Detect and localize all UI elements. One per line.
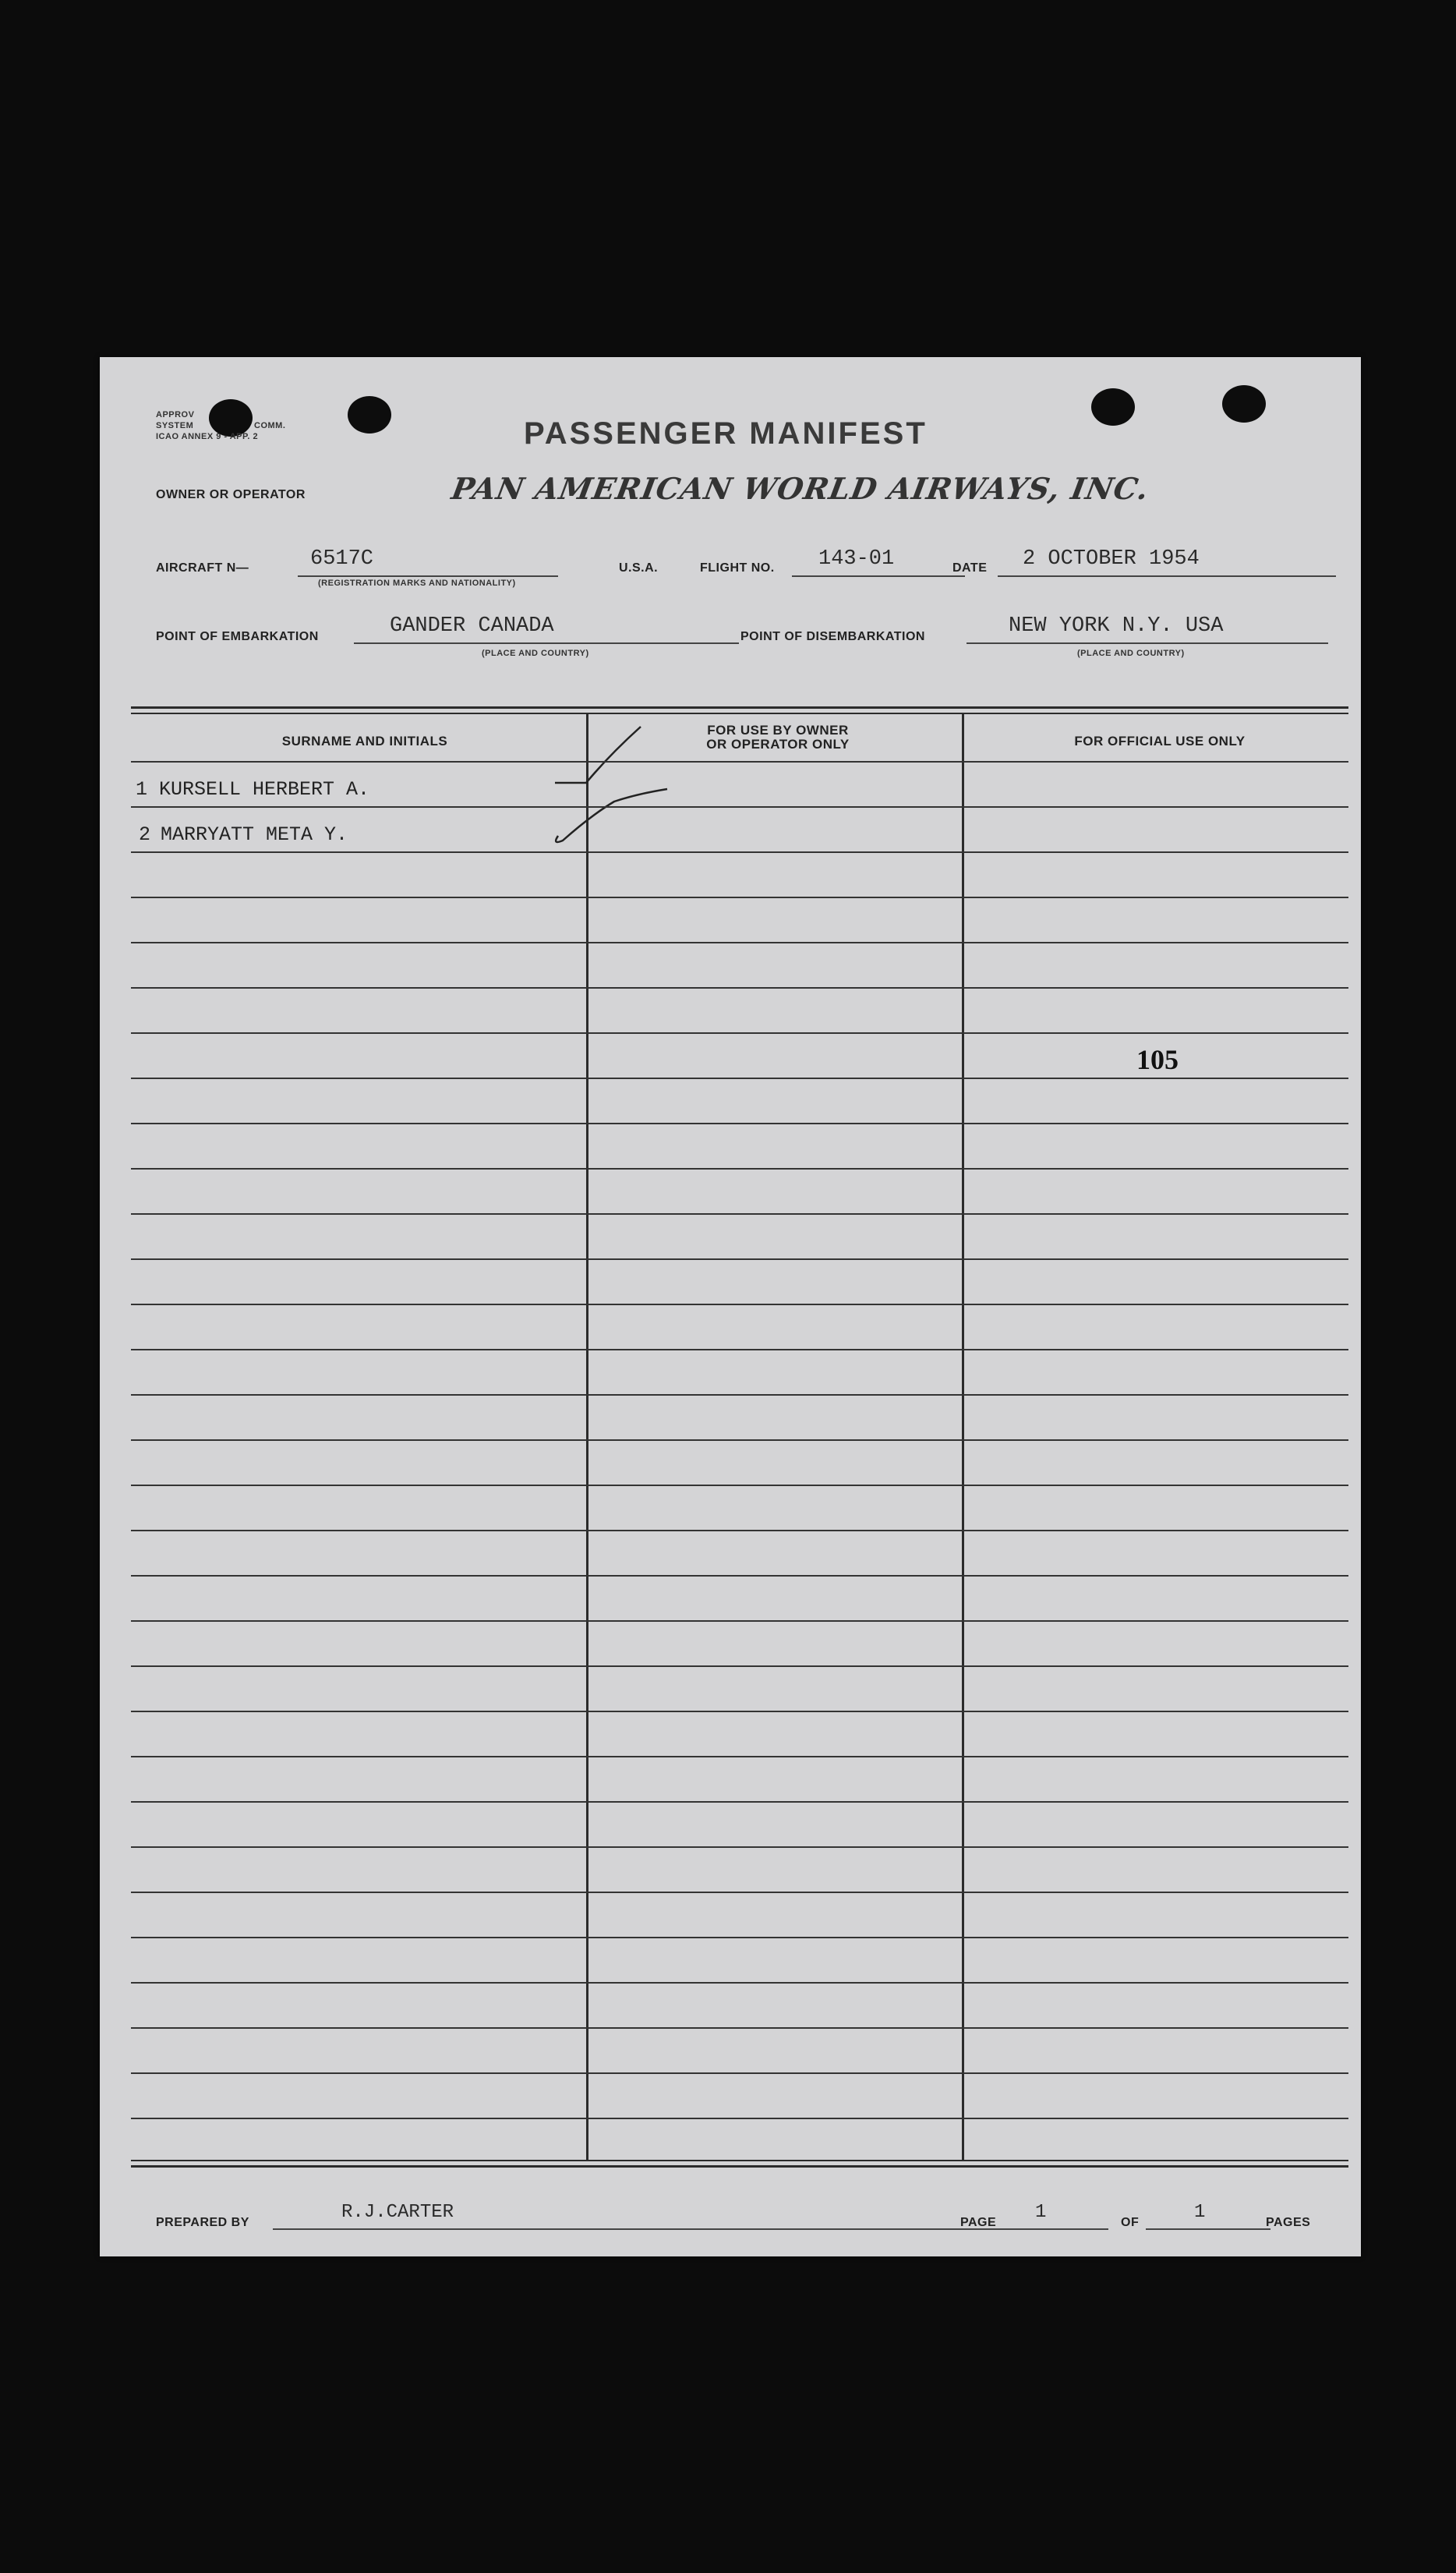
- airline-name: PAN AMERICAN WORLD AIRWAYS, INC.: [449, 471, 1152, 506]
- embarkation-value: GANDER CANADA: [390, 614, 554, 638]
- prepared-by-underline: [273, 2228, 1054, 2230]
- prepared-by-value: R.J.CARTER: [341, 2202, 454, 2223]
- row-rule: [131, 1213, 1348, 1215]
- punch-hole: [1091, 388, 1135, 426]
- disembarkation-value: NEW YORK N.Y. USA: [1009, 614, 1224, 638]
- approval-line-2: SYSTEM: [156, 421, 194, 430]
- disembarkation-underline: [967, 642, 1328, 644]
- stamp-number: 105: [1136, 1044, 1179, 1075]
- aircraft-label: AIRCRAFT N—: [156, 561, 249, 575]
- column-divider: [586, 714, 588, 2161]
- row-rule: [131, 806, 1348, 808]
- punch-hole: [348, 396, 391, 434]
- row-rule: [131, 1439, 1348, 1441]
- page-underline: [1002, 2228, 1108, 2230]
- row-rule: [131, 1756, 1348, 1757]
- row-rule: [131, 1982, 1348, 1984]
- row-rule: [131, 2072, 1348, 2074]
- embarkation-underline: [354, 642, 739, 644]
- checkmark-icon: [555, 724, 648, 786]
- aircraft-sub-label: (REGISTRATION MARKS AND NATIONALITY): [318, 579, 516, 588]
- table-bottom-rule: [131, 2160, 1348, 2161]
- row-rule: [131, 897, 1348, 898]
- row-rule: [131, 1485, 1348, 1486]
- checkmark-icon: [552, 784, 669, 847]
- row-rule: [131, 2027, 1348, 2029]
- aircraft-underline: [298, 575, 558, 577]
- pages-label: PAGES: [1266, 2216, 1311, 2229]
- table-top-rule: [131, 706, 1348, 709]
- row-rule: [131, 1032, 1348, 1034]
- row-rule: [131, 942, 1348, 943]
- embarkation-label: POINT OF EMBARKATION: [156, 630, 319, 643]
- column-header-surname: SURNAME AND INITIALS: [281, 734, 448, 749]
- aircraft-value: 6517C: [310, 547, 374, 571]
- page-label: PAGE: [960, 2216, 997, 2229]
- manifest-sheet: [100, 357, 1361, 2256]
- row-rule: [131, 1575, 1348, 1577]
- row-rule: [131, 1078, 1348, 1079]
- table-top-rule: [131, 713, 1348, 714]
- of-value: 1: [1194, 2202, 1206, 2223]
- prepared-by-label: PREPARED BY: [156, 2216, 249, 2229]
- flight-label: FLIGHT NO.: [700, 561, 775, 575]
- row-rule: [131, 1937, 1348, 1938]
- page-title: PASSENGER MANIFEST: [524, 416, 928, 451]
- row-rule: [131, 1892, 1348, 1893]
- row-rule: [131, 1304, 1348, 1305]
- row-rule: [131, 1711, 1348, 1712]
- approval-line-1: APPROV: [156, 410, 195, 419]
- column-header-official-use: FOR OFFICIAL USE ONLY: [1074, 734, 1246, 749]
- row-rule: [131, 1846, 1348, 1848]
- column-header-owner-use-2: OR OPERATOR ONLY: [706, 737, 850, 752]
- aircraft-country: U.S.A.: [619, 561, 659, 575]
- disembarkation-sub-label: (PLACE AND COUNTRY): [1077, 649, 1185, 658]
- date-label: DATE: [952, 561, 988, 575]
- row-rule: [131, 1620, 1348, 1622]
- passenger-1-number: 1: [136, 778, 148, 801]
- row-rule: [131, 2118, 1348, 2119]
- row-rule: [131, 1530, 1348, 1531]
- owner-operator-label: OWNER OR OPERATOR: [156, 488, 306, 501]
- punch-hole: [1222, 385, 1266, 423]
- row-rule: [131, 1123, 1348, 1124]
- passenger-2-number: 2: [139, 823, 151, 846]
- table-bottom-rule: [131, 2165, 1348, 2168]
- row-rule: [131, 1665, 1348, 1667]
- date-underline: [998, 575, 1336, 577]
- row-rule: [131, 1394, 1348, 1396]
- column-divider: [962, 714, 964, 2161]
- row-rule: [131, 1349, 1348, 1350]
- of-label: OF: [1121, 2216, 1140, 2229]
- page-value: 1: [1035, 2202, 1047, 2223]
- passenger-2-name: MARRYATT META Y.: [161, 823, 348, 846]
- row-rule: [131, 1258, 1348, 1260]
- row-rule: [131, 1801, 1348, 1803]
- flight-value: 143-01: [818, 547, 895, 571]
- row-rule: [131, 987, 1348, 989]
- embarkation-sub-label: (PLACE AND COUNTRY): [482, 649, 589, 658]
- approval-line-2b: COMM.: [254, 421, 286, 430]
- approval-line-3: ICAO ANNEX 9 - APP. 2: [156, 432, 259, 441]
- date-value: 2 OCTOBER 1954: [1023, 547, 1200, 571]
- row-rule: [131, 761, 1348, 763]
- of-underline: [1146, 2228, 1270, 2230]
- row-rule: [131, 851, 1348, 853]
- punch-hole: [209, 399, 253, 437]
- column-header-owner-use-1: FOR USE BY OWNER: [707, 723, 849, 738]
- passenger-1-name: KURSELL HERBERT A.: [159, 778, 370, 801]
- flight-underline: [792, 575, 965, 577]
- row-rule: [131, 1168, 1348, 1170]
- disembarkation-label: POINT OF DISEMBARKATION: [740, 630, 925, 643]
